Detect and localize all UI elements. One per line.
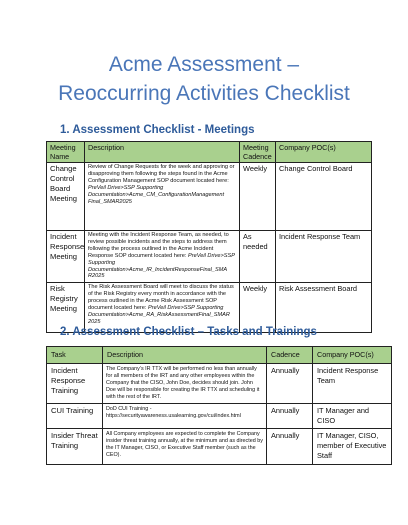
task-name: Insider Threat Training (47, 429, 103, 465)
section-heading-tasks: 2. Assessment Checklist – Tasks and Trainings (60, 326, 317, 338)
description-text: Review of Change Requests for the week and approving or disapproving them following the steps found in the Acme Configuration Management SOP document located here: (88, 164, 235, 184)
table-row (47, 404, 392, 429)
column-header: Task (47, 347, 103, 364)
task-description: All Company employees are expected to complete the Company insider threat training annually, at the minimum and as directed by the IT Manager, CISO, or Executive Staff member (such as the CEO). (103, 429, 267, 465)
task-cadence: Annually (267, 404, 313, 429)
meetings-table (46, 141, 372, 333)
task-name: CUI Training (47, 404, 103, 429)
task-description: DoD CUI Training - https://securityawareness.usalearning.gov/cui/index.html (103, 404, 267, 429)
document-path: PreVeil Drive>SSP Supporting Documentation>Acme_RA_RiskAssessmentFinal_SMAR 2025 (88, 304, 230, 325)
meeting-name: Risk Registry Meeting (47, 283, 85, 333)
table-row (47, 429, 392, 465)
column-header: Company POC(s) (313, 347, 392, 364)
description-text: Meeting with the Incident Response Team, as needed, to review possible incidents and the steps to address them following the process outlined in the Acme Incident Response SOP document located here: (88, 232, 229, 259)
document-path: PreVeil Drive>SSP Supporting Documentation>Acme_CM_ConfigurationManagement Final_SMAR2025 (88, 184, 225, 205)
table-row (47, 163, 372, 231)
meeting-cadence: Weekly (240, 283, 276, 333)
meeting-poc: Change Control Board (276, 163, 372, 231)
meeting-name: Change Control Board Meeting (47, 163, 85, 231)
task-name: Incident Response Training (47, 364, 103, 404)
table-row (47, 283, 372, 333)
task-poc: IT Manager and CISO (313, 404, 392, 429)
meeting-name: Incident Response Meeting (47, 231, 85, 283)
table-row (47, 364, 392, 404)
task-cadence: Annually (267, 429, 313, 465)
meeting-poc: Incident Response Team (276, 231, 372, 283)
document-path: PreVeil Drive>SSP Supporting Documentation>Acme_IR_IncidentResponseFinal_SMA R2025 (88, 252, 235, 280)
table-header-row (47, 347, 392, 364)
column-header: Meeting Name (47, 142, 85, 163)
table-header-row (47, 142, 372, 163)
column-header: Description (103, 347, 267, 364)
column-header: Description (85, 142, 240, 163)
task-description: The Company’s IR TTX will be performed no less than annually for all members of the IRT and any other employees within the Company that the CISO, John Doe, decides should join. John Doe will be responsible for creating the IR TTX and scheduling it with the rest of the IRT. (103, 364, 267, 404)
task-cadence: Annually (267, 364, 313, 404)
column-header: Meeting Cadence (240, 142, 276, 163)
meeting-description (85, 163, 240, 231)
column-header: Cadence (267, 347, 313, 364)
meeting-cadence: Weekly (240, 163, 276, 231)
tasks-table (46, 346, 392, 465)
task-poc: Incident Response Team (313, 364, 392, 404)
meeting-description (85, 283, 240, 333)
task-poc: IT Manager, CISO, member of Executive Staff (313, 429, 392, 465)
document-title-line2: Reoccurring Activities Checklist (58, 82, 350, 105)
table-row (47, 231, 372, 283)
document-title-line1: Acme Assessment – (108, 53, 300, 76)
meeting-poc: Risk Assessment Board (276, 283, 372, 333)
meeting-cadence: As needed (240, 231, 276, 283)
column-header: Company POC(s) (276, 142, 372, 163)
description-text: The Risk Assessment Board will meet to discuss the status of the Risk Registry every month in accordance with the process outlined in the Acme Risk Assessment SOP document located here: (88, 284, 234, 311)
section-heading-meetings: 1. Assessment Checklist - Meetings (60, 124, 255, 136)
meeting-description (85, 231, 240, 283)
